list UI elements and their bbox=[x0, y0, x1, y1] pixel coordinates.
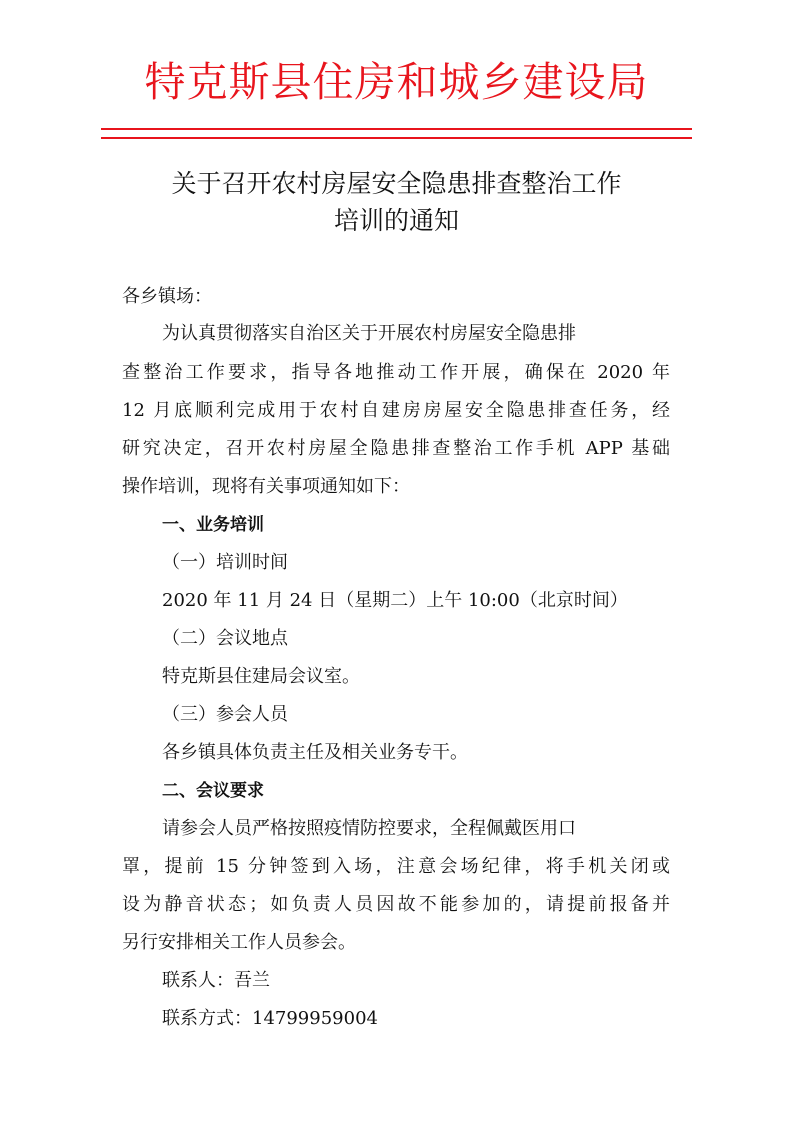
letterhead-rule-top bbox=[101, 128, 692, 130]
requirements-line-1: 请参会人员严格按照疫情防控要求，全程佩戴医用口 bbox=[162, 818, 576, 839]
intro-line-1: 为认真贯彻落实自治区关于开展农村房屋安全隐患排 bbox=[162, 323, 576, 344]
letterhead-rule-bottom bbox=[101, 137, 692, 139]
intro-line-5: 操作培训，现将有关事项通知如下： bbox=[122, 476, 410, 497]
intro-line-2: 查整治工作要求，指导各地推动工作开展，确保在 2020 年 bbox=[122, 362, 670, 383]
requirements-line-3: 设为静音状态；如负责人员因故不能参加的，请提前报备并 bbox=[122, 894, 670, 915]
training-time-text: 2020 年 11 月 24 日（星期二）上午 10:00（北京时间） bbox=[162, 590, 628, 611]
intro-line-3: 12 月底顺利完成用于农村自建房房屋安全隐患排查任务，经 bbox=[122, 400, 670, 421]
subsection-1-heading: （一）培训时间 bbox=[162, 552, 288, 573]
attendees-text: 各乡镇具体负责主任及相关业务专干。 bbox=[162, 742, 468, 763]
requirements-line-4: 另行安排相关工作人员参会。 bbox=[122, 932, 356, 953]
contact-person: 联系人：吾兰 bbox=[162, 970, 270, 991]
letterhead-title: 特克斯县住房和城乡建设局 bbox=[144, 58, 649, 106]
intro-line-4: 研究决定，召开农村房屋全隐患排查整治工作手机 APP 基础 bbox=[122, 438, 670, 459]
section-1-heading: 一、业务培训 bbox=[162, 515, 264, 535]
requirements-line-2: 罩，提前 15 分钟签到入场，注意会场纪律，将手机关闭或 bbox=[122, 856, 670, 877]
subsection-3-heading: （三）参会人员 bbox=[162, 704, 288, 725]
salutation: 各乡镇场： bbox=[122, 286, 212, 307]
document-title-line-2: 培训的通知 bbox=[333, 206, 459, 235]
subsection-2-heading: （二）会议地点 bbox=[162, 628, 288, 649]
document-title-line-1: 关于召开农村房屋安全隐患排查整治工作 bbox=[171, 169, 622, 198]
meeting-location-text: 特克斯县住建局会议室。 bbox=[162, 666, 360, 687]
section-2-heading: 二、会议要求 bbox=[162, 781, 264, 801]
contact-phone: 联系方式：14799959004 bbox=[162, 1008, 378, 1029]
